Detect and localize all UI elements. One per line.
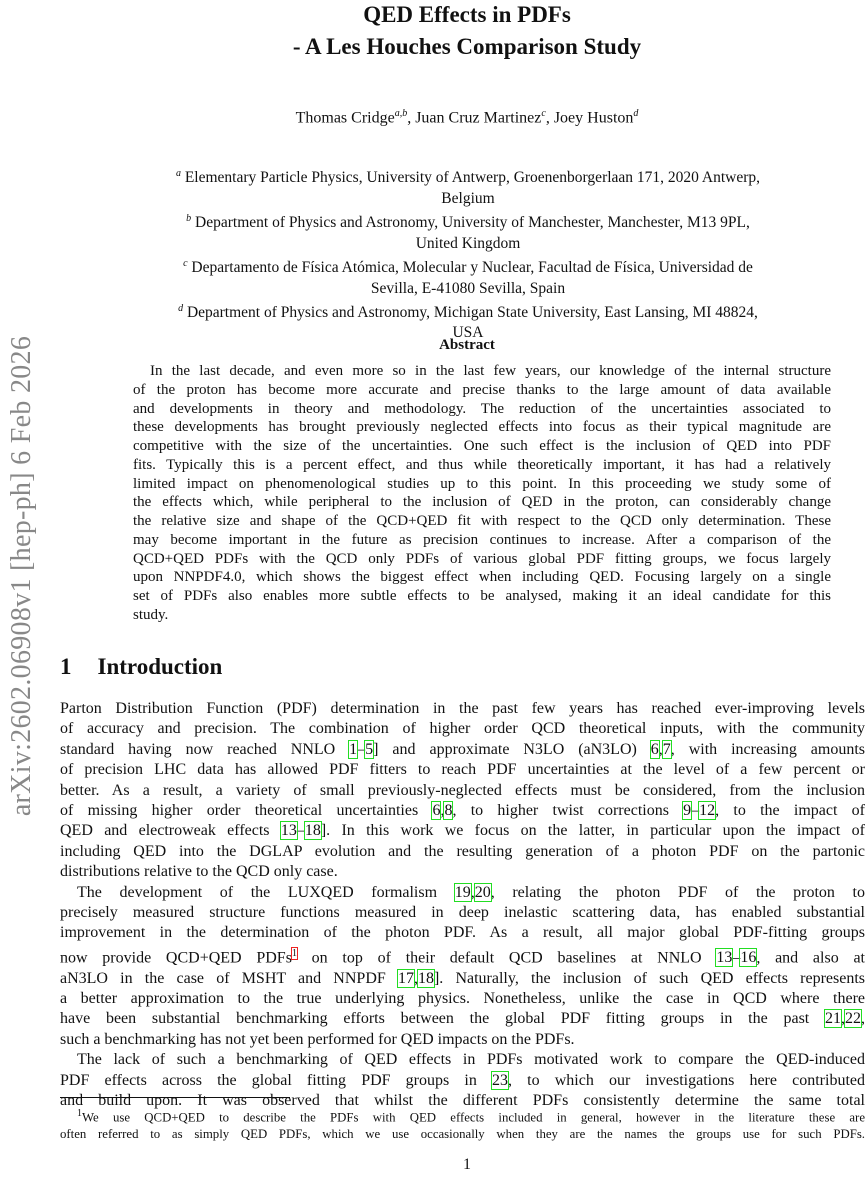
- citation-link[interactable]: 21: [825, 1010, 841, 1028]
- text-line: improvement in the determination of the photon PDF. As a result, all major global PDF-fitting groups: [60, 924, 865, 942]
- affiliation-mark: c: [183, 257, 188, 269]
- text-line: aN3LO in the case of MSHT and NNPDF 17,18]. Naturally, the inclusion of such QED effects represents: [60, 969, 865, 987]
- citation-link[interactable]: 13: [280, 822, 297, 840]
- text-line: the relative size and shape of the QCD+QED fit with respect to the QCD only determination. These: [133, 513, 831, 529]
- footnote-line: often referred to as simply QED PDFs, which we use occasionally when they are the names the groups use for such PDFs.: [60, 1126, 865, 1141]
- citation-link[interactable]: 13: [716, 949, 733, 967]
- affiliation-mark: a: [175, 168, 181, 179]
- citation-link[interactable]: 20: [474, 883, 491, 901]
- citation-link[interactable]: 9: [683, 802, 692, 820]
- affiliation-text: USA: [452, 324, 484, 342]
- affiliation: [110, 164, 826, 189]
- footnote-text: We use QCD+QED to describe the PDFs with QED effects included in general, however in the literature these are: [82, 1110, 865, 1125]
- footnote-line: [60, 1106, 865, 1126]
- text-line: of precision LHC data has allowed PDF fitters to reach PDF uncertainties at the level of a few percent or: [60, 761, 865, 779]
- citation-link[interactable]: 22: [845, 1010, 861, 1028]
- affiliation-text: Departamento de Física Atómica, Molecular y Nuclear, Facultad de Física, Universidad de: [191, 259, 753, 277]
- text-line: The development of the LUXQED formalism 19,20, relating the photon PDF of the proton to: [77, 883, 866, 901]
- citation-link[interactable]: 16: [740, 949, 757, 967]
- author-name: Joey Huston: [553, 109, 634, 127]
- text-line: of the proton has become more accurate and precise thanks to the large amount of data available: [133, 381, 831, 398]
- footnote: [60, 1106, 865, 1142]
- affiliation-text: United Kingdom: [415, 234, 521, 252]
- affiliation: [110, 254, 826, 279]
- text-line: QCD+QED PDFs with the QCD only PDFs of various global PDF fitting groups, we focus largely: [133, 550, 831, 567]
- affiliation: [110, 299, 826, 324]
- author-affiliation-mark: c: [541, 108, 546, 119]
- text-line: of accuracy and precision. The combination of higher order QCD theoretical inputs, with the community: [60, 720, 865, 738]
- affiliation-text: Sevilla, E-41080 Sevilla, Spain: [370, 279, 566, 297]
- author-affiliation-mark: a,b: [394, 108, 408, 119]
- affiliation-mark: b: [186, 212, 192, 224]
- citation-link[interactable]: 5: [365, 740, 374, 758]
- paper-title-line-2: - A Les Houches Comparison Study: [292, 34, 642, 59]
- paper-title-line-1: QED Effects in PDFs: [363, 2, 571, 27]
- text-line: such a benchmarking has not yet been performed for QED impacts on the PDFs.: [60, 1030, 575, 1048]
- author-list: Thomas Cridge$^{a,b}$, Juan Cruz Martinez$^c$, Joey Huston$^d$: [295, 108, 639, 127]
- citation-link[interactable]: 18: [304, 822, 321, 840]
- text-line: the effects which, while peripheral to the inclusion of QED in the proton, can considerably change: [133, 494, 831, 511]
- citation-link[interactable]: 23: [491, 1071, 508, 1089]
- author-affiliation-mark: d: [633, 108, 639, 119]
- text-line: standard having now reached NNLO 1–5] and approximate N3LO (aN3LO) 6,7, with increasing amounts: [60, 740, 866, 758]
- text-line: including QED into the DGLAP evolution and the resulting generation of a photon PDF on the partonic: [60, 842, 865, 860]
- text-line: have been substantial benchmarking efforts between the global PDF fitting groups in the past 21,22,: [60, 1010, 865, 1028]
- citation-link[interactable]: 12: [699, 802, 716, 820]
- text-line: PDF effects across the global fitting PDF groups in 23, to which our investigations here contributed: [60, 1071, 866, 1089]
- affiliation-text: Department of Physics and Astronomy, Michigan State University, East Lansing, MI 48824,: [186, 304, 758, 322]
- arxiv-identifier-stamp: arXiv:2602.06908v1 [hep-ph] 6 Feb 2026: [6, 335, 37, 817]
- text-line: upon NNPDF4.0, which shows the biggest effect when including QED. Focusing largely on a single: [133, 569, 831, 586]
- affiliations: [110, 164, 826, 344]
- citation-link[interactable]: 6: [432, 802, 441, 820]
- citation-link[interactable]: 6: [650, 740, 659, 758]
- footnote-mark: 1: [77, 1108, 82, 1119]
- author-name: Juan Cruz Martinez: [415, 109, 542, 127]
- abstract-heading: Abstract: [439, 337, 495, 353]
- text-line: and developments in theory and methodology. The reduction of the uncertainties associated to: [133, 400, 831, 417]
- affiliation-text: Belgium: [441, 189, 495, 207]
- text-line: may become important in the future as precision continues to increase. After a comparison of the: [133, 531, 831, 548]
- footnote-link[interactable]: 1: [291, 947, 297, 959]
- section-heading: [60, 654, 222, 680]
- citation-link[interactable]: 19: [454, 883, 471, 901]
- citation-link[interactable]: 1: [349, 740, 358, 758]
- text-line: set of PDFs also enables more subtle effects to be analysed, making it an ideal candidate for this: [133, 588, 831, 604]
- affiliation-text: Department of Physics and Astronomy, University of Manchester, Manchester, M13 9PL,: [195, 214, 750, 232]
- text-line: Parton Distribution Function (PDF) determination in the past few years has reached ever-improving levels: [60, 700, 865, 717]
- affiliation-mark: d: [178, 302, 184, 314]
- text-line: better. As a result, a variety of small previously-neglected effects must be considered, from the inclusion: [60, 781, 865, 799]
- text-line: a better approximation to the true underlying physics. Nonetheless, unlike the case in QCD where there: [60, 990, 865, 1008]
- abstract-body: [133, 362, 831, 625]
- citation-link[interactable]: 7: [662, 740, 671, 758]
- footnote-rule: [60, 1097, 290, 1098]
- text-line: distributions relative to the QCD only case.: [60, 863, 338, 881]
- text-line: QED and electroweak effects 13–18]. In this work we focus on the latter, in particular upon the impact of: [60, 822, 865, 840]
- section-title: Introduction: [97, 654, 223, 679]
- citation-link[interactable]: 8: [444, 802, 453, 820]
- text-line: study.: [133, 606, 169, 623]
- citation-link[interactable]: 17: [397, 969, 414, 987]
- text-line: The lack of such a benchmarking of QED effects in PDFs motivated work to compare the QED-induced: [77, 1051, 865, 1069]
- page-number: 1: [463, 1156, 471, 1173]
- text-line: precisely measured structure functions measured in deep inelastic scattering data, has enabled substantial: [60, 904, 865, 922]
- text-line: competitive with the size of the uncertainties. One such effect is the inclusion of QED into PDF: [133, 438, 831, 454]
- introduction-body: [60, 699, 865, 1111]
- author-name: Thomas Cridge: [295, 109, 395, 127]
- text-line: and build upon. It was observed that whilst the different PDFs consistently determine the same total: [60, 1092, 865, 1110]
- citation-link[interactable]: 18: [417, 969, 434, 987]
- affiliation: [110, 209, 826, 234]
- text-line: fits. Typically this is a percent effect, and thus while theoretically important, it has had a relatively: [133, 456, 831, 473]
- text-line: now provide QCD+QED PDFs$^1$ on top of their default QCD baselines at NNLO 13–16, and also at: [60, 947, 865, 967]
- section-number: 1: [60, 654, 72, 679]
- text-line: of missing higher order theoretical uncertainties 6,8, to higher twist corrections 9–12, to the impact of: [60, 802, 865, 820]
- affiliation-text: Elementary Particle Physics, University of Antwerp, Groenenborgerlaan 171, 2020 Antwerp,: [184, 169, 761, 187]
- text-line: these developments has brought previously neglected effects into focus as their typical magnitude are: [133, 419, 831, 436]
- text-line: In the last decade, and even more so in the last few years, our knowledge of the internal structure: [150, 363, 831, 379]
- text-line: limited impact on phenomenological studies up to this point. In this proceeding we study some of: [133, 475, 831, 492]
